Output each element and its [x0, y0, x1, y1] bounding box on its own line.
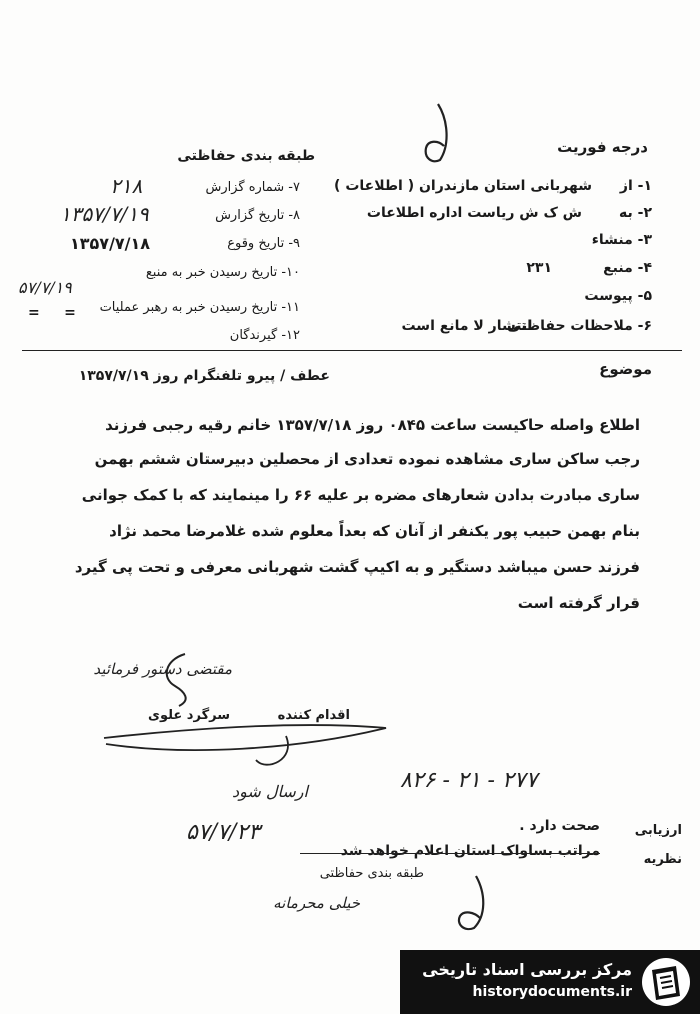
- opinion-value: مراتب بساواک استان اعلام خواهد شد: [340, 843, 600, 859]
- leader-receipt-label: ۱۱- تاریخ رسیدن خبر به رهبر عملیات: [99, 300, 300, 315]
- handwritten-note: مقتضی دستور فرمائید: [93, 660, 232, 678]
- action-name: سرگرد علوی: [148, 708, 230, 723]
- source-receipt-label: ۱۰- تاریخ رسیدن خبر به منبع: [145, 265, 300, 280]
- event-date-value: ۱۳۵۷/۷/۱۸: [70, 234, 151, 253]
- body-line-2: رجب ساکن ساری مشاهده نموده تعدادی از محصلین دبیرستان ششم بهمن: [94, 450, 640, 468]
- to-value: ش ک ش ریاست اداره اطلاعات: [366, 205, 582, 221]
- source-value: ۲۳۱: [526, 260, 552, 276]
- bottom-handwritten-note: خیلی محرمانه: [273, 894, 360, 912]
- logo-title: مرکز بررسی اسناد تاریخی: [422, 960, 632, 979]
- urgency-title: درجه فوریت: [557, 138, 648, 156]
- signature-mark-bottom: [450, 872, 494, 934]
- notes-label: ۶- ملاحظات حفاظتی: [507, 318, 652, 334]
- dispatch-note: ارسال شود: [232, 782, 308, 801]
- separator-rule-top: [22, 350, 682, 351]
- logo-url: historydocuments.ir: [472, 984, 632, 1000]
- signature-mark-top: [418, 100, 452, 166]
- reference-number: ۲۷۷ - ۲۱ - ۸۲۶: [400, 768, 538, 793]
- evaluation-value: صحت دارد .: [519, 818, 600, 834]
- watermark-logo: [400, 950, 700, 1014]
- footer-classification: طبقه بندی حفاظتی: [319, 866, 424, 881]
- body-line-4: بنام بهمن حبیب پور یکنفر از آنان که بعداً معلوم شده غلامرضا محمد نژاد: [109, 522, 640, 540]
- body-line-1: اطلاع واصله حاکیست ساعت ۰۸۴۵ روز ۱۳۵۷/۷/۱۸ خانم رقیه رجبی فرزند: [105, 416, 640, 434]
- subject-label: موضوع: [599, 360, 652, 378]
- date-bottom: ۵۷/۷/۲۳: [186, 820, 260, 845]
- event-date-label: ۹- تاریخ وقوع: [227, 236, 300, 251]
- origin-label: ۳- منشاء: [591, 232, 652, 248]
- body-line-6: قرار گرفته است: [517, 594, 640, 612]
- classification-title: طبقه بندی حفاظتی: [177, 148, 315, 164]
- attachment-label: ۵- پیوست: [584, 288, 652, 304]
- body-line-5: فرزند حسن میباشد دستگیر و به اکیپ گشت شهربانی معرفی و تحت پی گیرد: [74, 558, 640, 576]
- notes-value: انتشار لا مانع است: [401, 318, 532, 334]
- opinion-label: نظریه: [643, 852, 682, 867]
- subject-value: عطف / پیرو تلفنگرام روز ۱۳۵۷/۷/۱۹: [78, 368, 330, 384]
- report-number-label: ۷- شماره گزارش: [205, 180, 300, 195]
- archive-emblem-icon: [640, 956, 692, 1008]
- from-label: ۱- از: [619, 178, 652, 194]
- report-date-value: ۱۳۵۷/۷/۱۹: [60, 202, 149, 226]
- leader-receipt-dash: = =: [28, 305, 76, 321]
- body-line-3: ساری مبادرت بدادن شعارهای مضره بر علیه ۶۶ را مینمایند که با کمک جوانی: [81, 486, 640, 504]
- evaluation-label: ارزیابی: [634, 823, 682, 838]
- report-date-label: ۸- تاریخ گزارش: [215, 208, 300, 223]
- strike-line: [300, 853, 600, 854]
- report-number-value: ۲۱۸: [110, 174, 143, 198]
- action-label: اقدام کننده: [277, 708, 350, 723]
- source-label: ۴- منبع: [603, 260, 652, 276]
- from-value: شهربانی استان مازندران ( اطلاعات ): [334, 178, 592, 194]
- signature-flourish: [96, 700, 396, 780]
- source-receipt-value: ۵۷/۷/۱۹: [18, 278, 72, 297]
- recipients-label: ۱۲- گیرندگان: [229, 328, 300, 343]
- to-label: ۲- به: [619, 205, 652, 221]
